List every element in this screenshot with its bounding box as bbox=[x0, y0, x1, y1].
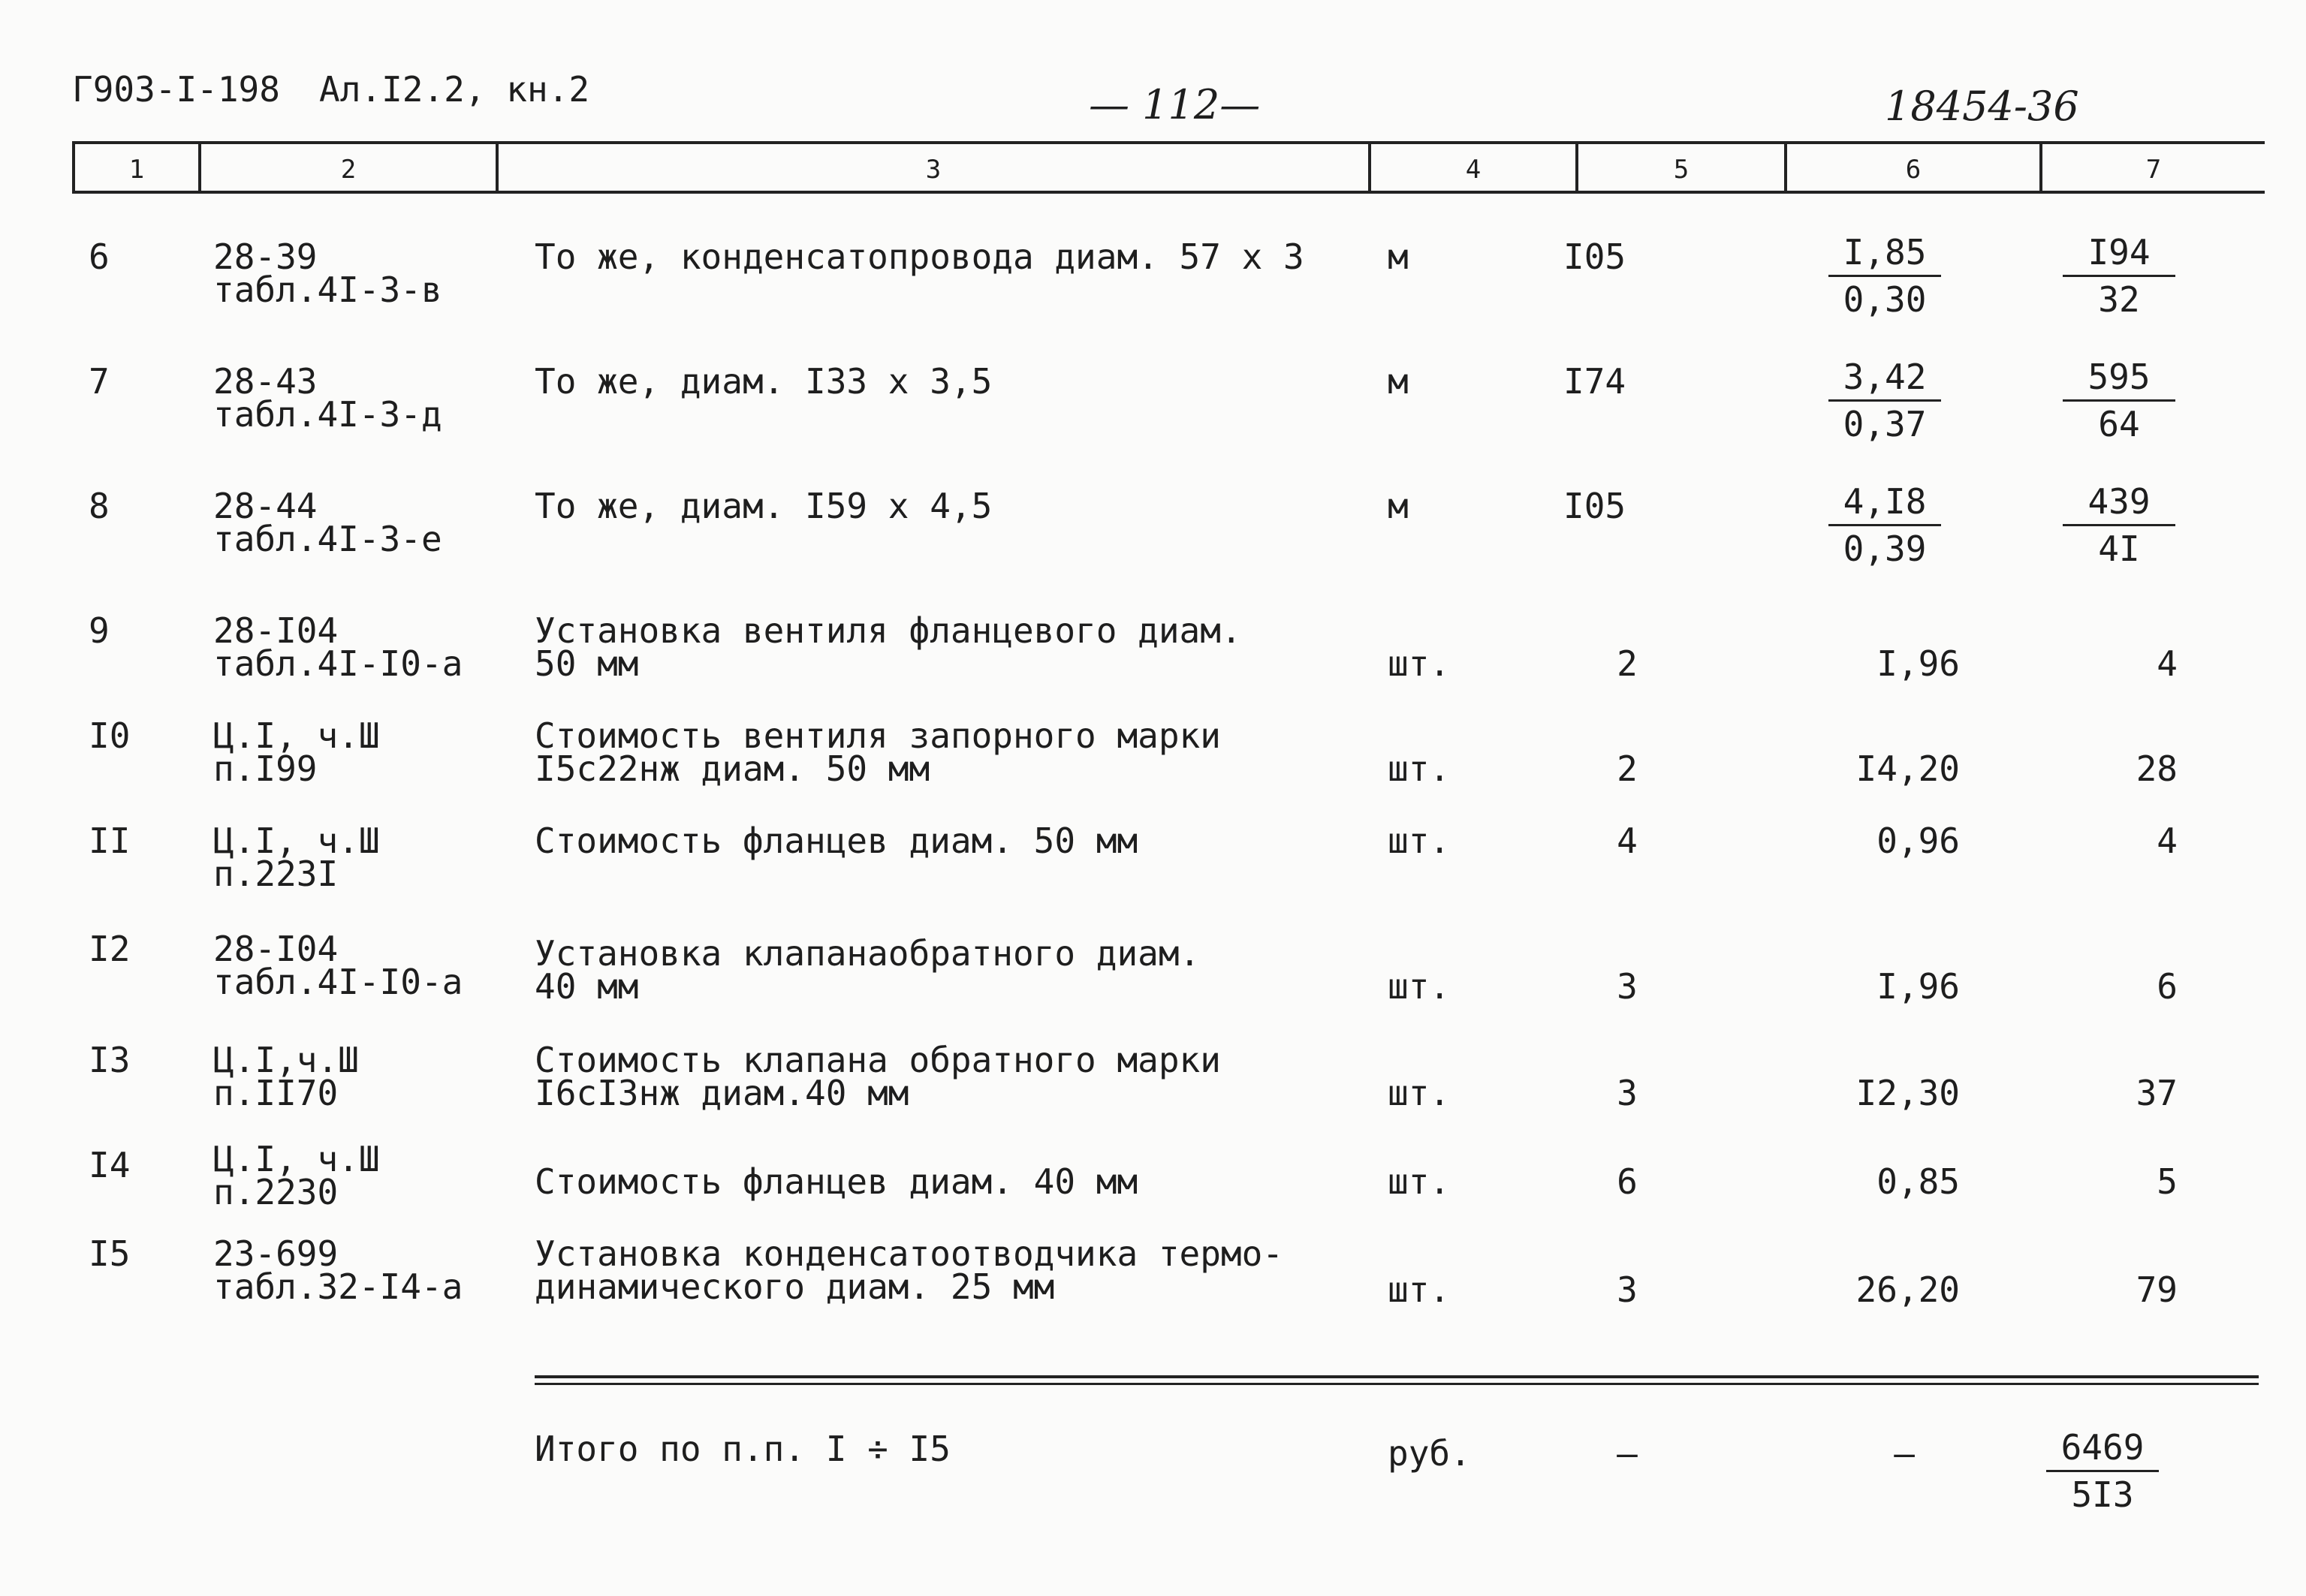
norm-code: 28-44 bbox=[213, 486, 318, 526]
row-number: I2 bbox=[89, 929, 131, 969]
unit-price: 26,20 bbox=[1855, 1269, 1960, 1310]
unit-price: 0,85 bbox=[1876, 1161, 1960, 1202]
total-cost-wages: 64 bbox=[2098, 404, 2140, 444]
norm-code: Ц.I, ч.Ш bbox=[213, 821, 380, 861]
row-number: I0 bbox=[89, 715, 131, 756]
column-number: 5 bbox=[1673, 155, 1690, 185]
summary-total bbox=[2027, 1425, 2178, 1517]
table-header-rule bbox=[72, 191, 2265, 194]
table-top-rule bbox=[72, 141, 2265, 144]
norm-code: Ц.I, ч.Ш bbox=[213, 715, 380, 756]
norm-table: п.223I bbox=[213, 854, 339, 894]
total-cost-sum: I94 bbox=[2063, 230, 2175, 277]
norm-table: табл.4I-I0-а bbox=[213, 643, 463, 684]
summary-quantity: – bbox=[1617, 1433, 1638, 1474]
work-description-cont: 40 мм bbox=[535, 966, 639, 1007]
work-description: То же, конденсатопровода диам. 57 х 3 bbox=[535, 236, 1304, 277]
total-cost: 79 bbox=[2136, 1269, 2178, 1310]
quantity: 2 bbox=[1617, 643, 1638, 684]
album-reference: Ал.I2.2, кн.2 bbox=[319, 69, 590, 110]
total-cost: 28 bbox=[2136, 748, 2178, 789]
norm-code: Ц.I,ч.Ш bbox=[213, 1040, 359, 1080]
quantity: 4 bbox=[1617, 821, 1638, 861]
row-number: 6 bbox=[89, 236, 110, 277]
row-number: 8 bbox=[89, 486, 110, 526]
row-number: I3 bbox=[89, 1040, 131, 1080]
unit: шт. bbox=[1388, 1269, 1451, 1310]
unit: шт. bbox=[1388, 748, 1451, 789]
work-description: Стоимость фланцев диам. 40 мм bbox=[535, 1161, 1138, 1202]
unit-price-total: 3,42 bbox=[1828, 354, 1941, 402]
norm-table: п.I99 bbox=[213, 748, 318, 789]
summary-label: Итого по п.п. I ÷ I5 bbox=[535, 1429, 951, 1469]
summary-total-sum: 6469 bbox=[2046, 1425, 2159, 1472]
unit-price bbox=[1810, 354, 1960, 447]
norm-code: 28-I04 bbox=[213, 610, 339, 651]
work-description: Стоимость клапана обратного марки bbox=[535, 1040, 1221, 1080]
unit-price-wages: 0,37 bbox=[1843, 404, 1927, 444]
unit-price-wages: 0,30 bbox=[1843, 279, 1927, 320]
work-description: Установка вентиля фланцевого диам. bbox=[535, 610, 1242, 651]
unit: шт. bbox=[1388, 1073, 1451, 1113]
work-description: Стоимость вентиля запорного марки bbox=[535, 715, 1221, 756]
total-cost: 5 bbox=[2157, 1161, 2178, 1202]
norm-table: табл.4I-3-в bbox=[213, 270, 442, 310]
norm-table: п.II70 bbox=[213, 1073, 339, 1113]
total-cost-sum: 595 bbox=[2063, 354, 2175, 402]
unit-price-total: 4,I8 bbox=[1828, 479, 1941, 526]
work-description: Установка конденсатоотводчика термо- bbox=[535, 1233, 1283, 1274]
row-number: 9 bbox=[89, 610, 110, 651]
unit-price bbox=[1810, 230, 1960, 322]
row-number: II bbox=[89, 821, 131, 861]
column-number: 4 bbox=[1465, 155, 1482, 185]
total-cost-wages: 4I bbox=[2098, 528, 2140, 569]
total-cost: 37 bbox=[2136, 1073, 2178, 1113]
column-number: 6 bbox=[1905, 155, 1922, 185]
norm-table: п.2230 bbox=[213, 1172, 339, 1212]
work-description-cont: I6сI3нж диам.40 мм bbox=[535, 1073, 909, 1113]
unit-price-wages: 0,39 bbox=[1843, 528, 1927, 569]
total-cost: 4 bbox=[2157, 643, 2178, 684]
unit-price: 0,96 bbox=[1876, 821, 1960, 861]
total-cost: 4 bbox=[2157, 821, 2178, 861]
row-number: I4 bbox=[89, 1145, 131, 1185]
row-number: I5 bbox=[89, 1233, 131, 1274]
summary-price: – bbox=[1894, 1433, 1915, 1474]
work-description: То же, диам. I33 х 3,5 bbox=[535, 361, 993, 402]
quantity: I74 bbox=[1563, 361, 1626, 402]
unit: м bbox=[1388, 486, 1409, 526]
unit: м bbox=[1388, 236, 1409, 277]
row-number: 7 bbox=[89, 361, 110, 402]
total-cost bbox=[2044, 354, 2194, 447]
column-number: 3 bbox=[925, 155, 942, 185]
norm-code: 28-39 bbox=[213, 236, 318, 277]
summary-rule bbox=[535, 1383, 2259, 1385]
quantity: 3 bbox=[1617, 1269, 1638, 1310]
summary-total-wages: 5I3 bbox=[2071, 1474, 2134, 1515]
work-description-cont: динамического диам. 25 мм bbox=[535, 1266, 1055, 1307]
norm-code: 28-I04 bbox=[213, 929, 339, 969]
unit: м bbox=[1388, 361, 1409, 402]
document-code: Г903-I-198 bbox=[72, 69, 280, 110]
norm-table: табл.4I-3-е bbox=[213, 519, 442, 559]
page-number: — 112— bbox=[1089, 81, 1261, 128]
quantity: 3 bbox=[1617, 966, 1638, 1007]
summary-unit: руб. bbox=[1388, 1433, 1471, 1474]
column-number: 2 bbox=[340, 155, 357, 185]
work-description: То же, диам. I59 х 4,5 bbox=[535, 486, 993, 526]
total-cost: 6 bbox=[2157, 966, 2178, 1007]
quantity: I05 bbox=[1563, 236, 1626, 277]
unit-price bbox=[1810, 479, 1960, 571]
quantity: I05 bbox=[1563, 486, 1626, 526]
total-cost-sum: 439 bbox=[2063, 479, 2175, 526]
unit-price: I2,30 bbox=[1855, 1073, 1960, 1113]
unit-price: I4,20 bbox=[1855, 748, 1960, 789]
norm-code: Ц.I, ч.Ш bbox=[213, 1139, 380, 1179]
quantity: 6 bbox=[1617, 1161, 1638, 1202]
norm-table: табл.4I-I0-а bbox=[213, 962, 463, 1002]
work-description: Установка клапанаобратного диам. bbox=[535, 933, 1201, 974]
unit-price: I,96 bbox=[1876, 966, 1960, 1007]
total-cost bbox=[2044, 479, 2194, 571]
total-cost bbox=[2044, 230, 2194, 322]
summary-rule bbox=[535, 1375, 2259, 1378]
norm-table: табл.32-I4-а bbox=[213, 1266, 463, 1307]
quantity: 2 bbox=[1617, 748, 1638, 789]
norm-table: табл.4I-3-д bbox=[213, 394, 442, 435]
work-description-cont: 50 мм bbox=[535, 643, 639, 684]
column-number: 7 bbox=[2145, 155, 2162, 185]
unit: шт. bbox=[1388, 1161, 1451, 1202]
unit: шт. bbox=[1388, 966, 1451, 1007]
work-description-cont: I5с22нж диам. 50 мм bbox=[535, 748, 930, 789]
unit-price: I,96 bbox=[1876, 643, 1960, 684]
unit-price-total: I,85 bbox=[1828, 230, 1941, 277]
norm-code: 28-43 bbox=[213, 361, 318, 402]
work-description: Стоимость фланцев диам. 50 мм bbox=[535, 821, 1138, 861]
unit: шт. bbox=[1388, 821, 1451, 861]
norm-code: 23-699 bbox=[213, 1233, 339, 1274]
quantity: 3 bbox=[1617, 1073, 1638, 1113]
unit: шт. bbox=[1388, 643, 1451, 684]
column-number: 1 bbox=[128, 155, 145, 185]
total-cost-wages: 32 bbox=[2098, 279, 2140, 320]
archive-number: 18454-36 bbox=[1885, 83, 2079, 130]
